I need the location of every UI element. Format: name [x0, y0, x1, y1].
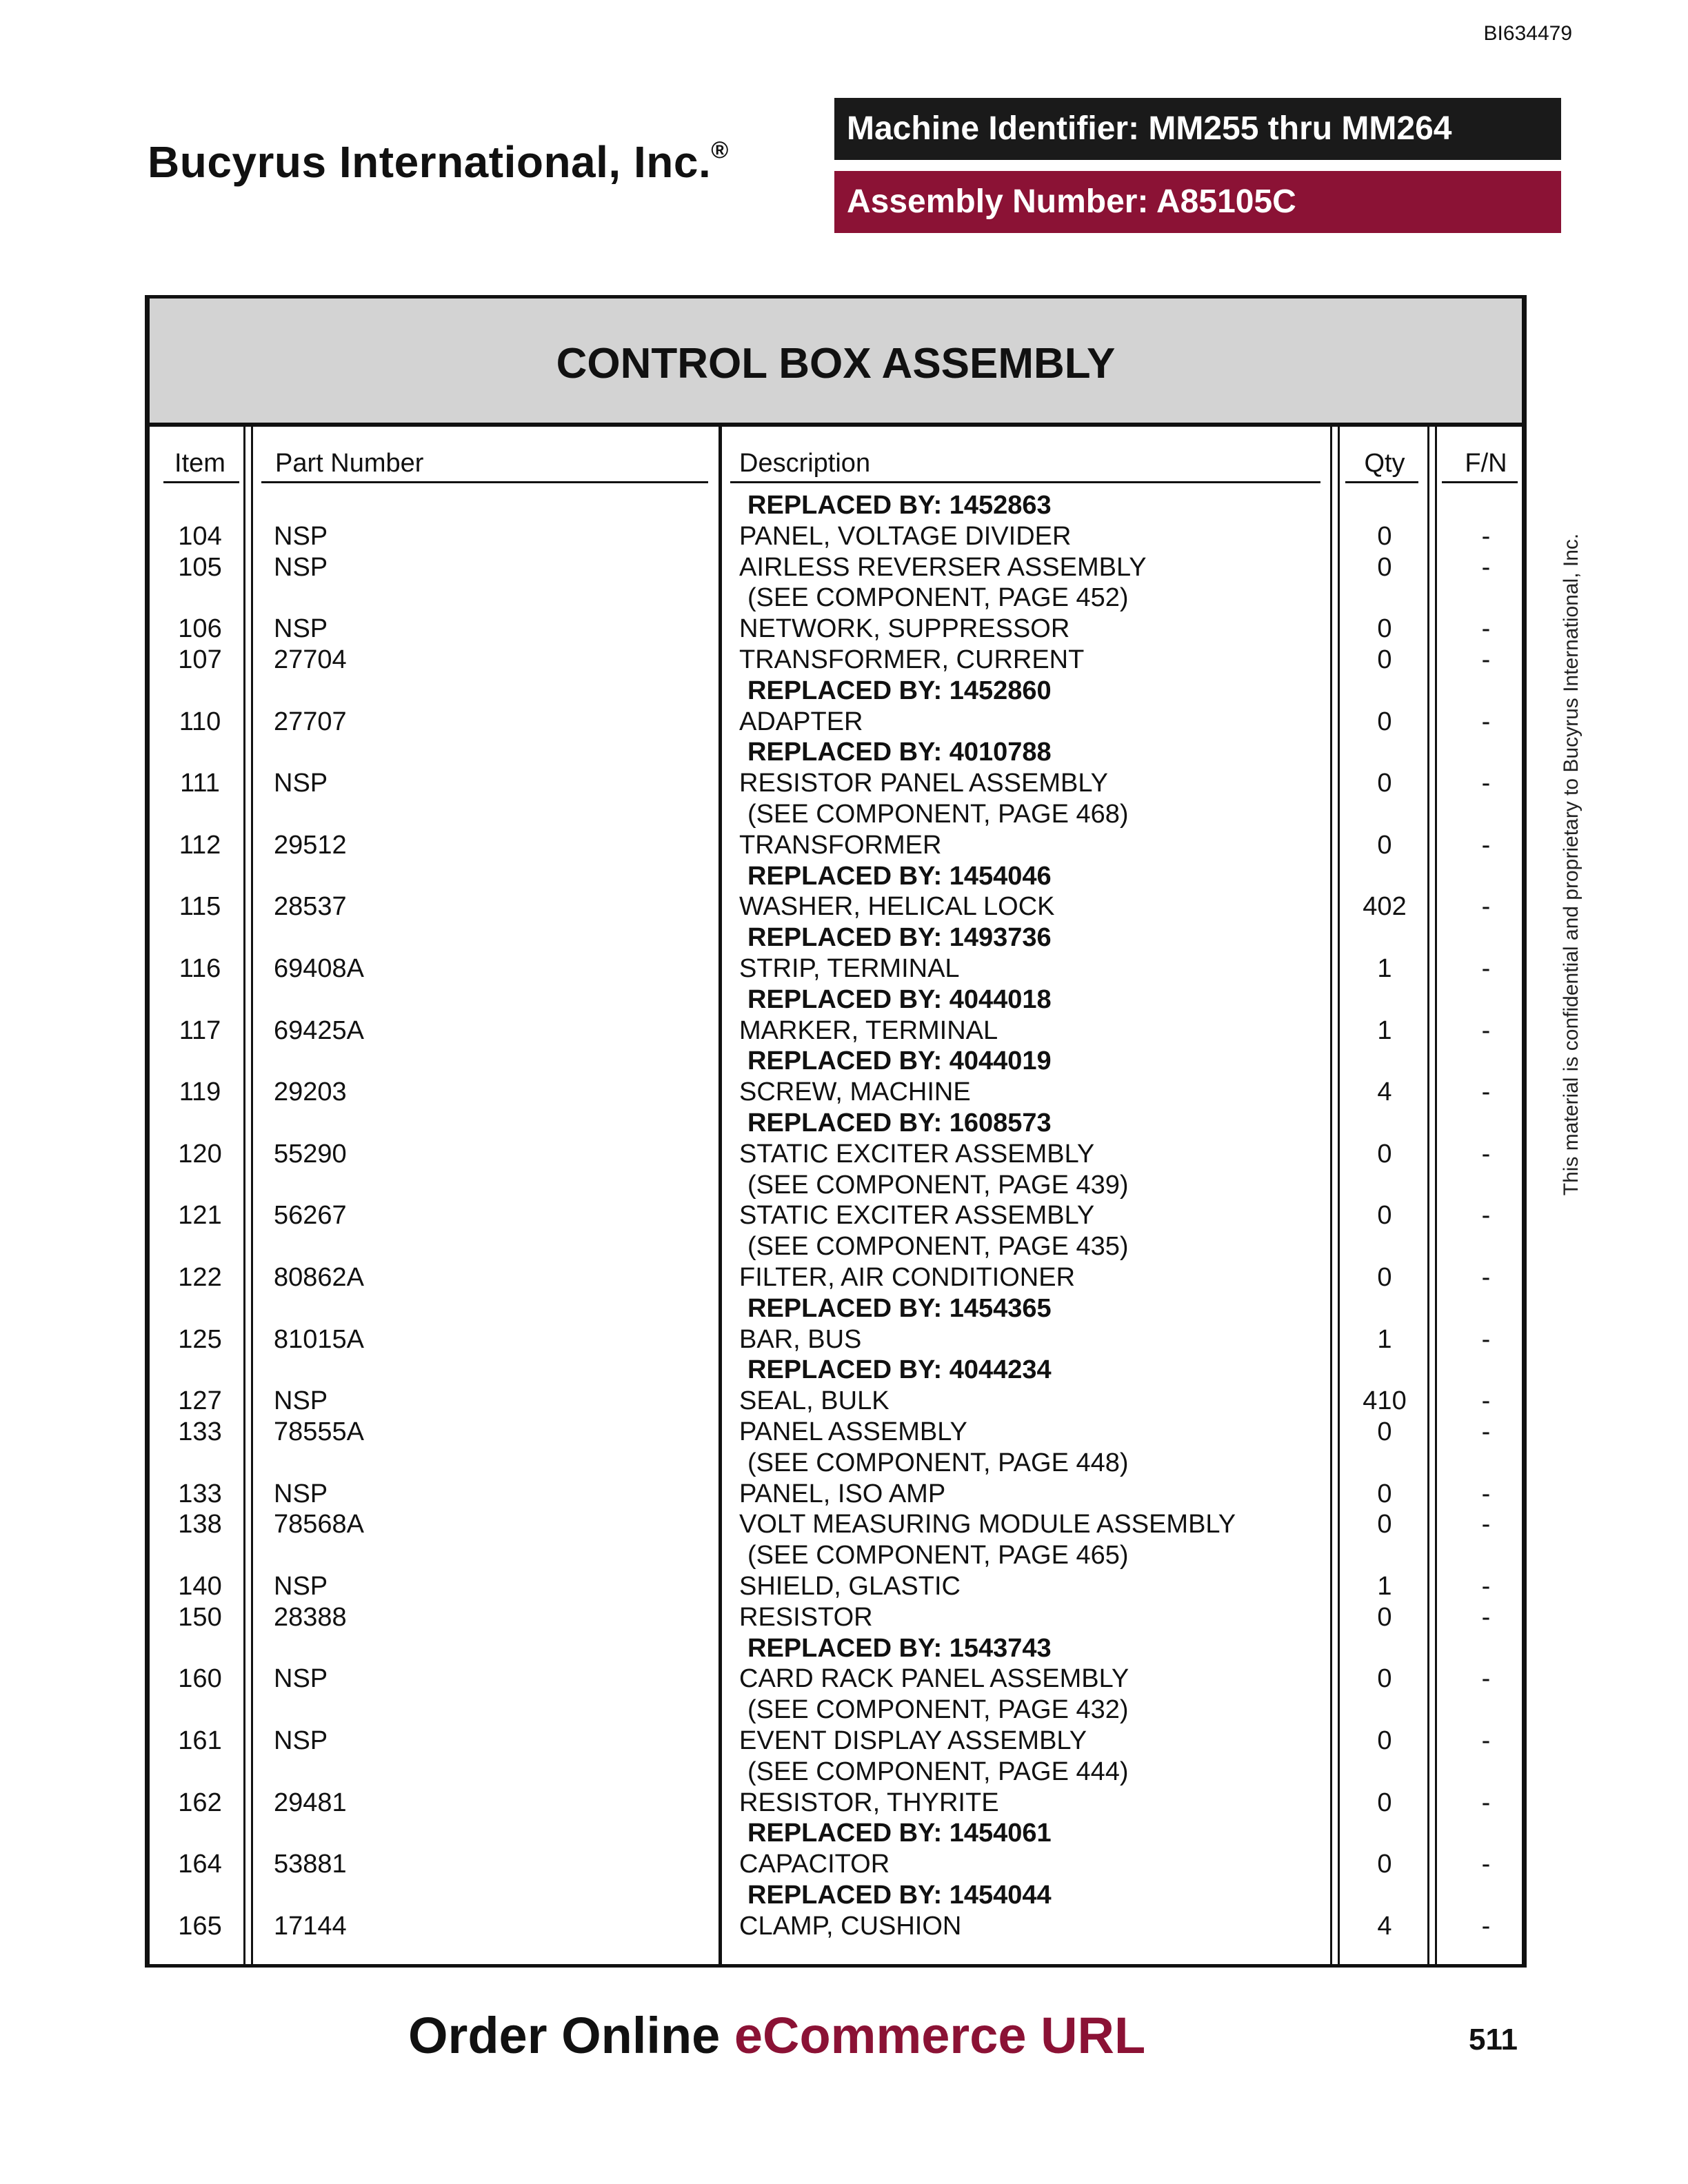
confidentiality-note: This material is confidential and proprietary to Bucyrus International, Inc.: [1560, 533, 1582, 1196]
qty-cell: 1: [1377, 1015, 1392, 1045]
table-row: [150, 1016, 1522, 1047]
item-cell: 116: [179, 954, 221, 983]
item-cell: 121: [178, 1201, 222, 1231]
ecommerce-url-text: eCommerce URL: [734, 2007, 1146, 2064]
fn-cell: -: [1481, 1664, 1491, 1694]
item-cell: 115: [179, 892, 221, 922]
qty-cell: 410: [1363, 1386, 1407, 1416]
description-cell: REPLACED BY: 1452860: [747, 676, 1052, 705]
part-number-cell: 78568A: [274, 1510, 365, 1539]
table-row: [150, 1572, 1522, 1603]
replaced-by-row: [150, 1109, 1522, 1140]
replaced-by-row: [150, 923, 1522, 954]
part-number-cell: NSP: [274, 1479, 328, 1508]
fn-cell: -: [1481, 1479, 1491, 1508]
qty-cell: 0: [1377, 552, 1392, 582]
part-number-cell: NSP: [274, 614, 328, 644]
table-row: [150, 553, 1522, 584]
table-row: [150, 1263, 1522, 1294]
description-cell: EVENT DISPLAY ASSEMBLY: [739, 1726, 1087, 1755]
part-number-cell: NSP: [274, 552, 328, 582]
fn-cell: -: [1481, 614, 1491, 644]
table-row: [150, 707, 1522, 738]
part-number-cell: 55290: [274, 1139, 347, 1169]
qty-cell: 4: [1377, 1911, 1392, 1941]
item-cell: 105: [178, 552, 222, 582]
part-number-cell: 27707: [274, 707, 347, 736]
part-number-cell: 29481: [274, 1788, 347, 1817]
table-row: [150, 892, 1522, 923]
see-component-row: [150, 583, 1522, 614]
description-cell: (SEE COMPONENT, PAGE 448): [747, 1448, 1129, 1477]
header-item: Item: [174, 449, 225, 478]
description-cell: WASHER, HELICAL LOCK: [739, 892, 1055, 922]
table-row: [150, 1325, 1522, 1356]
table-row: [150, 1912, 1522, 1943]
qty-cell: 0: [1377, 1479, 1392, 1508]
page-number: 511: [1469, 2023, 1518, 2056]
table-row: [150, 1664, 1522, 1695]
description-cell: TRANSFORMER, CURRENT: [739, 645, 1085, 674]
part-number-cell: 69425A: [274, 1015, 365, 1045]
item-cell: 107: [178, 645, 222, 674]
qty-cell: 0: [1377, 1788, 1392, 1817]
table-row: [150, 1726, 1522, 1757]
fn-cell: -: [1481, 1263, 1491, 1292]
description-cell: (SEE COMPONENT, PAGE 432): [747, 1695, 1129, 1725]
table-row: [150, 1078, 1522, 1109]
fn-cell: -: [1481, 892, 1491, 922]
see-component-row: [150, 1232, 1522, 1263]
see-component-row: [150, 1541, 1522, 1572]
description-cell: SHIELD, GLASTIC: [739, 1572, 961, 1601]
description-cell: PANEL, VOLTAGE DIVIDER: [739, 521, 1072, 551]
part-number-cell: NSP: [274, 521, 328, 551]
part-number-cell: 29203: [274, 1078, 347, 1107]
part-number-cell: NSP: [274, 1664, 328, 1694]
qty-cell: 0: [1377, 830, 1392, 860]
description-cell: TRANSFORMER: [739, 830, 942, 860]
item-cell: 120: [178, 1139, 222, 1169]
fn-cell: -: [1481, 1602, 1491, 1632]
replaced-by-row: [150, 1046, 1522, 1078]
description-cell: REPLACED BY: 4044018: [747, 984, 1052, 1014]
registered-mark: ®: [711, 137, 729, 163]
see-component-row: [150, 1695, 1522, 1726]
machine-identifier: Machine Identifier: MM255 thru MM264: [834, 98, 1561, 160]
see-component-row: [150, 1448, 1522, 1479]
description-cell: (SEE COMPONENT, PAGE 468): [747, 800, 1129, 829]
part-number-cell: 28537: [274, 892, 347, 922]
description-cell: CAPACITOR: [739, 1850, 890, 1879]
description-cell: REPLACED BY: 1608573: [747, 1109, 1052, 1138]
description-cell: REPLACED BY: 1543743: [747, 1633, 1052, 1663]
fn-cell: -: [1481, 1324, 1491, 1354]
header-qty: Qty: [1364, 449, 1405, 478]
part-number-cell: 17144: [274, 1911, 347, 1941]
description-cell: SCREW, MACHINE: [739, 1078, 971, 1107]
header-underline: [730, 481, 1320, 483]
table-row: [150, 1417, 1522, 1448]
part-number-cell: NSP: [274, 1386, 328, 1416]
table-row: [150, 1140, 1522, 1171]
part-number-cell: NSP: [274, 769, 328, 798]
item-cell: 162: [178, 1788, 222, 1817]
fn-cell: -: [1481, 1386, 1491, 1416]
description-cell: (SEE COMPONENT, PAGE 444): [747, 1757, 1129, 1786]
header-underline: [261, 481, 708, 483]
replaced-by-row: [150, 738, 1522, 769]
description-cell: STRIP, TERMINAL: [739, 954, 960, 983]
fn-cell: -: [1481, 769, 1491, 798]
qty-cell: 0: [1377, 1139, 1392, 1169]
item-cell: 138: [178, 1510, 222, 1539]
description-cell: RESISTOR: [739, 1602, 873, 1632]
description-cell: REPLACED BY: 1454061: [747, 1819, 1052, 1848]
description-cell: ADAPTER: [739, 707, 863, 736]
part-number-cell: NSP: [274, 1726, 328, 1755]
fn-cell: -: [1481, 707, 1491, 736]
fn-cell: -: [1481, 521, 1491, 551]
part-number-cell: 27704: [274, 645, 347, 674]
qty-cell: 0: [1377, 645, 1392, 674]
qty-cell: 0: [1377, 1263, 1392, 1292]
assembly-number: Assembly Number: A85105C: [834, 171, 1561, 233]
item-cell: 110: [179, 707, 221, 736]
description-cell: REPLACED BY: 1452863: [747, 491, 1052, 520]
item-cell: 104: [178, 521, 222, 551]
replaced-by-row: [150, 1294, 1522, 1325]
table-row: [150, 614, 1522, 645]
part-number-cell: NSP: [274, 1572, 328, 1601]
qty-cell: 0: [1377, 614, 1392, 644]
description-cell: PANEL, ISO AMP: [739, 1479, 946, 1508]
qty-cell: 0: [1377, 1664, 1392, 1694]
header-part-number: Part Number: [275, 449, 424, 478]
item-cell: 133: [178, 1417, 222, 1446]
fn-cell: -: [1481, 830, 1491, 860]
table-row: [150, 1788, 1522, 1819]
description-cell: MARKER, TERMINAL: [739, 1015, 998, 1045]
table-row: [150, 1479, 1522, 1510]
replaced-by-row: [150, 1355, 1522, 1386]
description-cell: REPLACED BY: 1454365: [747, 1293, 1052, 1323]
qty-cell: 0: [1377, 769, 1392, 798]
order-online-banner: [408, 2006, 1145, 2065]
qty-cell: 1: [1377, 1324, 1392, 1354]
item-cell: 111: [180, 769, 220, 798]
table-row: [150, 954, 1522, 985]
description-cell: (SEE COMPONENT, PAGE 465): [747, 1541, 1129, 1570]
fn-cell: -: [1481, 1726, 1491, 1755]
table-row: [150, 522, 1522, 553]
qty-cell: 402: [1363, 892, 1407, 922]
qty-cell: 0: [1377, 1850, 1392, 1879]
description-cell: SEAL, BULK: [739, 1386, 890, 1416]
description-cell: REPLACED BY: 4010788: [747, 738, 1052, 767]
fn-cell: -: [1481, 1139, 1491, 1169]
company-name: [148, 136, 729, 188]
item-cell: 117: [179, 1015, 221, 1045]
description-cell: AIRLESS REVERSER ASSEMBLY: [739, 552, 1147, 582]
order-online-text: Order Online: [408, 2007, 734, 2064]
description-cell: REPLACED BY: 1454044: [747, 1881, 1052, 1910]
part-number-cell: 29512: [274, 830, 347, 860]
item-cell: 160: [178, 1664, 222, 1694]
header-fn: F/N: [1465, 449, 1507, 478]
item-cell: 125: [178, 1324, 222, 1354]
item-cell: 119: [179, 1078, 221, 1107]
see-component-row: [150, 1171, 1522, 1202]
parts-table: [145, 295, 1527, 1968]
table-row: [150, 1510, 1522, 1541]
part-number-cell: 28388: [274, 1602, 347, 1632]
fn-cell: -: [1481, 1911, 1491, 1941]
qty-cell: 0: [1377, 1602, 1392, 1632]
description-cell: STATIC EXCITER ASSEMBLY: [739, 1201, 1095, 1231]
description-cell: CLAMP, CUSHION: [739, 1911, 962, 1941]
description-cell: FILTER, AIR CONDITIONER: [739, 1263, 1076, 1292]
table-title: CONTROL BOX ASSEMBLY: [150, 299, 1522, 427]
description-cell: VOLT MEASURING MODULE ASSEMBLY: [739, 1510, 1236, 1539]
description-cell: (SEE COMPONENT, PAGE 435): [747, 1232, 1129, 1262]
description-cell: NETWORK, SUPPRESSOR: [739, 614, 1070, 644]
qty-cell: 1: [1377, 954, 1392, 983]
description-cell: CARD RACK PANEL ASSEMBLY: [739, 1664, 1129, 1694]
see-component-row: [150, 1757, 1522, 1788]
table-row: [150, 769, 1522, 800]
replaced-by-row: [150, 862, 1522, 893]
replaced-by-row: [150, 491, 1522, 522]
item-cell: 122: [178, 1263, 222, 1292]
fn-cell: -: [1481, 1015, 1491, 1045]
description-cell: REPLACED BY: 4044019: [747, 1046, 1052, 1076]
description-cell: PANEL ASSEMBLY: [739, 1417, 967, 1446]
fn-cell: -: [1481, 1417, 1491, 1446]
fn-cell: -: [1481, 1510, 1491, 1539]
table-row: [150, 1386, 1522, 1417]
qty-cell: 0: [1377, 1510, 1392, 1539]
table-row: [150, 1201, 1522, 1232]
item-cell: 106: [178, 614, 222, 644]
qty-cell: 1: [1377, 1572, 1392, 1601]
item-cell: 127: [178, 1386, 222, 1416]
item-cell: 165: [178, 1911, 222, 1941]
fn-cell: -: [1481, 1572, 1491, 1601]
description-cell: STATIC EXCITER ASSEMBLY: [739, 1139, 1095, 1169]
item-cell: 164: [178, 1850, 222, 1879]
part-number-cell: 56267: [274, 1201, 347, 1231]
part-number-cell: 81015A: [274, 1324, 365, 1354]
description-cell: BAR, BUS: [739, 1324, 862, 1354]
item-cell: 161: [178, 1726, 222, 1755]
description-cell: REPLACED BY: 4044234: [747, 1355, 1052, 1385]
header-underline: [1345, 481, 1418, 483]
part-number-cell: 69408A: [274, 954, 365, 983]
item-cell: 133: [178, 1479, 222, 1508]
description-cell: (SEE COMPONENT, PAGE 439): [747, 1170, 1129, 1200]
description-cell: RESISTOR, THYRITE: [739, 1788, 999, 1817]
fn-cell: -: [1481, 1201, 1491, 1231]
replaced-by-row: [150, 1819, 1522, 1850]
description-cell: RESISTOR PANEL ASSEMBLY: [739, 769, 1109, 798]
qty-cell: 0: [1377, 1201, 1392, 1231]
part-number-cell: 53881: [274, 1850, 347, 1879]
description-cell: REPLACED BY: 1493736: [747, 923, 1052, 953]
fn-cell: -: [1481, 1788, 1491, 1817]
qty-cell: 0: [1377, 1726, 1392, 1755]
replaced-by-row: [150, 1634, 1522, 1665]
table-row: [150, 645, 1522, 676]
item-cell: 150: [178, 1602, 222, 1632]
table-row: [150, 831, 1522, 862]
replaced-by-row: [150, 676, 1522, 707]
description-cell: REPLACED BY: 1454046: [747, 861, 1052, 891]
document-id: BI634479: [1483, 22, 1572, 45]
replaced-by-row: [150, 985, 1522, 1016]
company-name-text: Bucyrus International, Inc.: [148, 137, 712, 187]
part-number-cell: 80862A: [274, 1263, 365, 1292]
item-cell: 140: [178, 1572, 222, 1601]
qty-cell: 0: [1377, 1417, 1392, 1446]
table-row: [150, 1603, 1522, 1634]
see-component-row: [150, 800, 1522, 831]
fn-cell: -: [1481, 1078, 1491, 1107]
fn-cell: -: [1481, 1850, 1491, 1879]
header-underline: [1442, 481, 1518, 483]
qty-cell: 0: [1377, 521, 1392, 551]
qty-cell: 4: [1377, 1078, 1392, 1107]
qty-cell: 0: [1377, 707, 1392, 736]
fn-cell: -: [1481, 954, 1491, 983]
header-underline: [163, 481, 239, 483]
part-number-cell: 78555A: [274, 1417, 365, 1446]
fn-cell: -: [1481, 552, 1491, 582]
replaced-by-row: [150, 1881, 1522, 1912]
description-cell: (SEE COMPONENT, PAGE 452): [747, 583, 1129, 613]
item-cell: 112: [179, 830, 221, 860]
table-row: [150, 1850, 1522, 1881]
fn-cell: -: [1481, 645, 1491, 674]
header-description: Description: [739, 449, 871, 478]
